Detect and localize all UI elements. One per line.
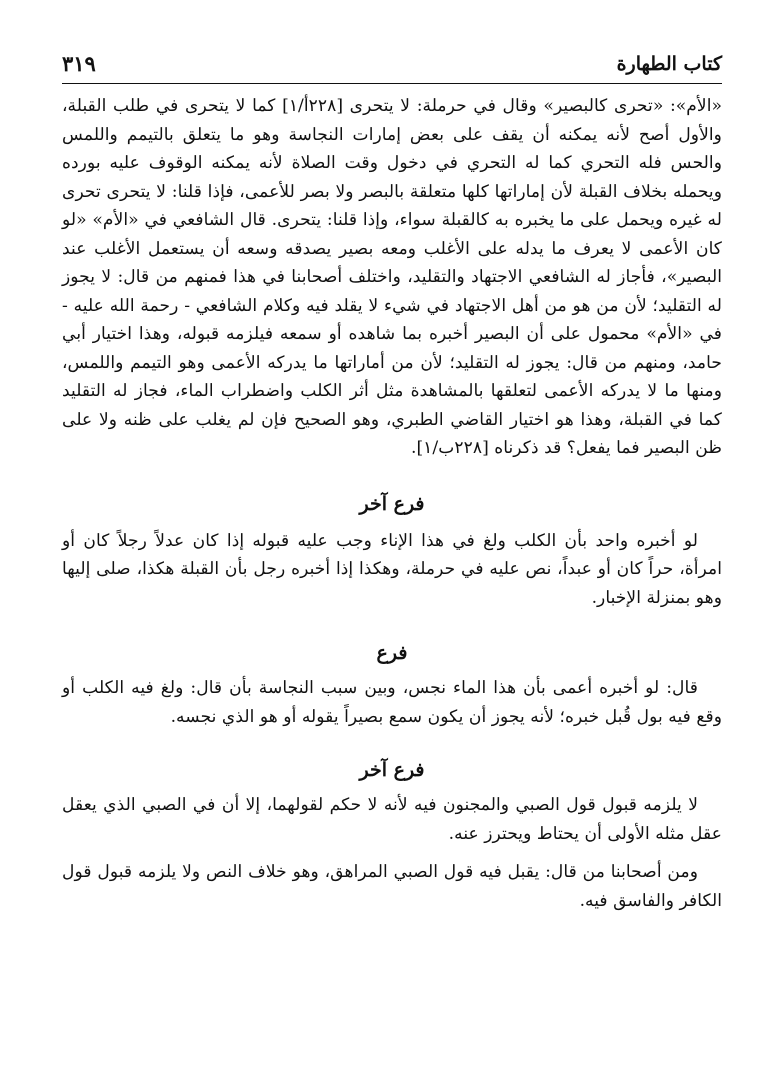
section-heading-far-akhar-2: فرع آخر	[359, 759, 425, 781]
page-body	[62, 92, 722, 915]
paragraph-adolescent-disbeliever: ومن أصحابنا من قال: يقبل فيه قول الصبي المراهق، وهو خلاف النص ولا يلزمه قبول قول الكافر والفاسق فيه.	[62, 862, 722, 911]
section-heading-far: فرع	[376, 642, 408, 664]
paragraph-blind-informant: قال: لو أخبره أعمى بأن هذا الماء نجس، وبين سبب النجاسة بأن قال: ولغ فيه الكلب أو وقع فيه بول قُبل خبره؛ لأنه يجوز أن يكون سمع بصيراً يقوله أو هو الذي نجسه.	[62, 678, 722, 727]
page-number: ٣١٩	[62, 51, 96, 76]
section-heading-far-akhar-1: فرع آخر	[359, 492, 425, 515]
paragraph-single-informant: لو أخبره واحد بأن الكلب ولغ في هذا الإناء وجب عليه قبوله إذا كان عدلاً رجلاً كان أو امرأة، حراً كان أو عبداً، نص عليه في حرملة، وهكذا إذا أخبره رجل بأن القبلة هكذا، صلى إليها وهو بمنزلة الإخبار.	[62, 530, 722, 608]
paragraph-continuation: «الأم»: «تحرى كالبصير» وقال في حرملة: لا يتحرى [٢٢٨أ/١] كما لا يتحرى في طلب القبلة، والأول أصح لأنه يمكنه أن يقف على بعض إمارات النجاسة وهو ما يتعلق بالتيمم واللمس والحس فله التحري كما له التحري في دخول وقت الصلاة لأنه يمكنه الوقوف عليه بورده ويحمله بخلاف القبلة لأن إماراتها كلها متعلقة بالبصر ولا بصر للأعمى، فإذا قلنا: لا يتحرى تحرى له غيره ويحمل على ما يخبره به كالقبلة سواء، وإذا قلنا: يتحرى. قال الشافعي في «الأم» «لو كان الأعمى لا يعرف ما يدله على الأغلب ومعه بصير يصدقه وسعه أن يستعمل الأغلب عند البصير»، فأجاز له الشافعي الاجتهاد والتقليد، واختلف أصحابنا في هذا فمنهم من قال: لا يجوز له التقليد؛ لأن من هو من أهل الاجتهاد في شيء لا يقلد فيه وكلام الشافعي - رحمة الله عليه - في «الأم» محمول على أن البصير أخبره بما شاهده أو سمعه فيلزمه قبوله، وهذا اختيار أبي حامد، ومنهم من قال: يجوز له التقليد؛ لأن من أماراتها ما يدركه الأعمى وهو التيمم واللمس، ومنها ما لا يدركه الأعمى لتعلقها بالمشاهدة مثل أثر الكلب واضطراب الماء، فجاز له التقليد كما في القبلة، وهذا هو اختيار القاضي الطبري، وهو الصحيح فإن لم يغلب على ظنه ولا على ظن البصير فما يفعل؟ قد ذكرناه [٢٢٨ب/١].	[62, 96, 723, 458]
header-divider	[62, 83, 722, 84]
paragraph-child-insane: لا يلزمه قبول قول الصبي والمجنون فيه لأنه لا حكم لقولهما، إلا أن في الصبي الذي يعقل عقل مثله الأولى أن يحتاط ويحترز عنه.	[62, 795, 722, 844]
page-header	[62, 44, 722, 84]
running-title: كتاب الطهارة	[616, 53, 722, 75]
